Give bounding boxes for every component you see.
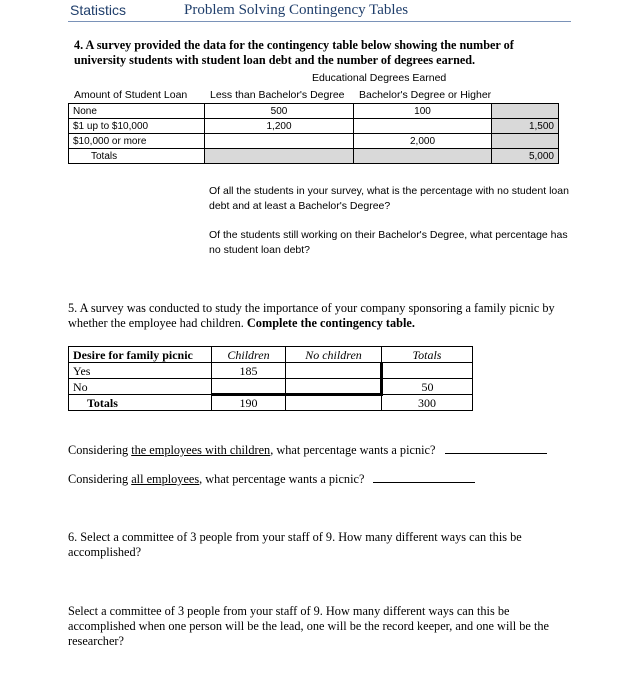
q5-answer-blank-a[interactable] <box>445 441 547 454</box>
q4-cell[interactable] <box>492 134 559 149</box>
q4-cell[interactable]: 1,200 <box>205 119 354 134</box>
table-row <box>69 104 559 119</box>
q4-cell[interactable] <box>205 149 354 164</box>
q6-question-b: Select a committee of 3 people from your staff of 9. How many different ways can this be accomplished when one person will be the lead, one will be the record keeper, and one will be the researcher? <box>68 604 549 648</box>
q4-cell[interactable]: 5,000 <box>492 149 559 164</box>
table-row <box>69 363 473 379</box>
table-row <box>69 119 559 134</box>
q5-cell[interactable] <box>212 379 286 395</box>
q4-row-label: $1 up to $10,000 <box>69 119 205 134</box>
table-row <box>69 379 473 395</box>
q5-question-b <box>68 470 475 487</box>
table-row <box>69 395 473 411</box>
q5-answer-blank-b[interactable] <box>373 470 475 483</box>
q4-totals-text: Totals <box>91 150 118 162</box>
q5-cell[interactable]: 185 <box>212 363 286 379</box>
q5-header-totals: Totals <box>382 347 473 363</box>
q5-cell[interactable]: 300 <box>382 395 473 411</box>
q5-question-a <box>68 441 547 458</box>
q5-question-a-pre: Considering <box>68 443 132 457</box>
header-subject: Statistics <box>70 2 127 18</box>
q4-cell[interactable]: 1,500 <box>492 119 559 134</box>
q4-row-label: None <box>69 104 205 119</box>
q5-question-b-post: , what percentage wants a picnic? <box>199 472 365 486</box>
q4-header-bachelors-or-higher: Bachelor's Degree or Higher <box>359 89 492 101</box>
q4-cell[interactable] <box>354 149 492 164</box>
q5-header-no-children: No children <box>286 347 382 363</box>
q4-header-loan: Amount of Student Loan <box>74 89 188 101</box>
q5-cell[interactable] <box>382 363 473 379</box>
q5-prompt-text: 5. A survey was conducted to study the importance of your company sponsoring a family picnic by whether the employee had children. <box>68 301 555 330</box>
q5-question-a-underlined: the employees with children <box>131 443 271 457</box>
q5-header-desire: Desire for family picnic <box>69 347 212 363</box>
q4-totals-label <box>69 149 205 164</box>
q4-question-b: Of the students still working on their Bachelor's Degree, what percentage has no student loan debt? <box>209 229 568 256</box>
q5-prompt <box>68 301 573 331</box>
q5-question-b-underlined: all employees <box>131 472 200 486</box>
q4-row-label: $10,000 or more <box>69 134 205 149</box>
q4-cell[interactable] <box>492 104 559 119</box>
q6-question-a: 6. Select a committee of 3 people from your staff of 9. How many different ways can this be accomplished? <box>68 530 522 559</box>
q5-cell[interactable] <box>286 363 382 379</box>
table-row <box>69 149 559 164</box>
q4-cell[interactable] <box>354 119 492 134</box>
q4-prompt: 4. A survey provided the data for the contingency table below showing the number of university students with student loan debt and the number of degrees earned. <box>74 38 514 67</box>
q4-cell[interactable]: 2,000 <box>354 134 492 149</box>
q4-contingency-table <box>68 103 559 164</box>
table-row <box>69 134 559 149</box>
header-rule <box>68 21 571 22</box>
q4-header-less-than-bachelors: Less than Bachelor's Degree <box>210 89 345 101</box>
q5-prompt-bold: Complete the contingency table. <box>246 316 415 330</box>
q5-question-b-pre: Considering <box>68 472 132 486</box>
q5-contingency-table <box>68 346 473 411</box>
q5-question-a-post: , what percentage wants a picnic? <box>270 443 436 457</box>
table-row <box>69 347 473 363</box>
q5-header-children: Children <box>212 347 286 363</box>
q5-cell[interactable] <box>286 379 382 395</box>
q4-column-group-header: Educational Degrees Earned <box>312 72 447 84</box>
q5-row-label: No <box>69 379 212 395</box>
q5-cell[interactable] <box>286 395 382 411</box>
header-title: Problem Solving Contingency Tables <box>184 2 409 18</box>
q4-question-a: Of all the students in your survey, what is the percentage with no student loan debt and at least a Bachelor's Degree? <box>209 185 569 212</box>
q5-totals-label: Totals <box>69 395 212 411</box>
q4-cell[interactable] <box>205 134 354 149</box>
q5-cell[interactable]: 190 <box>212 395 286 411</box>
q5-cell[interactable]: 50 <box>382 379 473 395</box>
q4-cell[interactable]: 500 <box>205 104 354 119</box>
q5-row-label: Yes <box>69 363 212 379</box>
q4-cell[interactable]: 100 <box>354 104 492 119</box>
